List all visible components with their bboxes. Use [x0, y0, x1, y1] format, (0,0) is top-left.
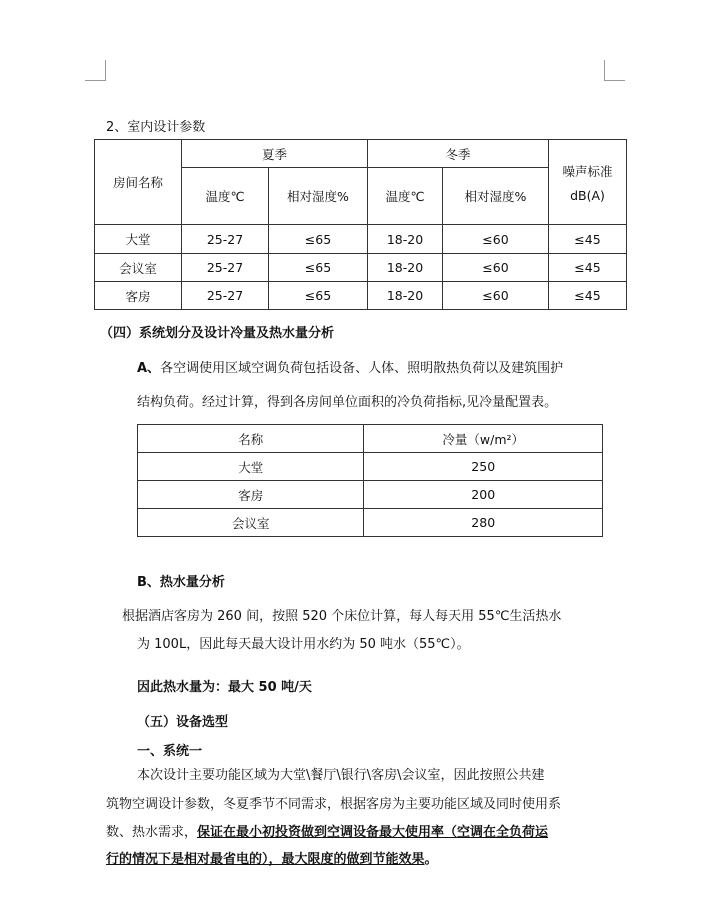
- hot-water-conclusion: 因此热水量为：最大 50 吨/天: [137, 680, 312, 695]
- design-parameters-table: [94, 139, 627, 310]
- system1-line1: 本次设计主要功能区域为大堂\餐厅\银行\客房\会议室，因此按照公共建: [137, 768, 545, 783]
- table-header-row: [95, 140, 627, 168]
- table-row: [95, 254, 627, 282]
- subheader-winter-temp: 温度℃: [368, 168, 443, 225]
- cell-summer-humidity: ≤65: [269, 254, 368, 282]
- header-summer: 夏季: [182, 140, 368, 168]
- partA-line1: [137, 355, 563, 383]
- table-row: [95, 225, 627, 254]
- section5-title: （五）设备选型: [137, 715, 229, 730]
- system1-line4: [106, 846, 438, 874]
- page-corner-mark-right: [604, 60, 625, 81]
- header-cooling-value: 冷量（w/m²）: [364, 425, 603, 453]
- table-row: [95, 282, 627, 310]
- page-corner-mark-left: [85, 60, 106, 81]
- system1-line3-emphasis: 保证在最小初投资做到空调设备最大使用率（空调在全负荷运: [197, 825, 549, 840]
- table-header-row: [138, 425, 603, 453]
- cell-summer-temp: 25-27: [182, 254, 269, 282]
- cooling-load-table: [137, 424, 603, 537]
- header-winter: 冬季: [368, 140, 549, 168]
- partB-line1: 根据酒店客房为 260 间，按照 520 个床位计算，每人每天用 55℃生活热水: [122, 609, 562, 624]
- cell-summer-humidity: ≤65: [269, 225, 368, 254]
- cell-noise: ≤45: [549, 282, 627, 310]
- cell-summer-temp: 25-27: [182, 225, 269, 254]
- cell-name: 大堂: [138, 453, 364, 481]
- system1-line3-plain: 数、热水需求，: [106, 825, 198, 840]
- subheader-summer-temp: 温度℃: [182, 168, 269, 225]
- header-noise: [549, 140, 627, 225]
- section4-title: （四）系统划分及设计冷量及热水量分析: [100, 326, 335, 341]
- cell-value: 200: [364, 481, 603, 509]
- partB-title: B、热水量分析: [137, 575, 225, 590]
- partA-label: A、: [137, 361, 161, 376]
- cell-winter-temp: 18-20: [368, 225, 443, 254]
- cell-summer-temp: 25-27: [182, 282, 269, 310]
- section-title: 2、室内设计参数: [106, 120, 206, 135]
- subheader-winter-humidity: 相对湿度%: [443, 168, 549, 225]
- cell-winter-temp: 18-20: [368, 282, 443, 310]
- cell-value: 250: [364, 453, 603, 481]
- cell-name: 会议室: [138, 509, 364, 537]
- cell-winter-humidity: ≤60: [443, 282, 549, 310]
- header-noise-label: 噪声标准: [562, 163, 613, 179]
- partA-line1-text: 各空调使用区域空调负荷包括设备、人体、照明散热负荷以及建筑围护: [160, 361, 564, 376]
- system1-line4-emphasis: 行的情况下是相对最省电的），最大限度的做到节能效果: [106, 852, 425, 867]
- cell-summer-humidity: ≤65: [269, 282, 368, 310]
- cell-winter-humidity: ≤60: [443, 254, 549, 282]
- partB-line2: 为 100L，因此每天最大设计用水约为 50 吨水（55℃）。: [137, 637, 470, 652]
- table-row: [138, 453, 603, 481]
- cell-room: 大堂: [95, 225, 182, 254]
- system1-line2: 筑物空调设计参数，冬夏季节不同需求，根据客房为主要功能区域及同时使用系: [106, 797, 562, 812]
- system1-line3: [106, 819, 548, 847]
- table-row: [138, 481, 603, 509]
- system1-title: 一、系统一: [137, 744, 203, 759]
- header-noise-unit: dB(A): [570, 187, 605, 203]
- cell-noise: ≤45: [549, 254, 627, 282]
- header-name: 名称: [138, 425, 364, 453]
- header-room: 房间名称: [95, 140, 182, 225]
- cell-name: 客房: [138, 481, 364, 509]
- cell-value: 280: [364, 509, 603, 537]
- cell-noise: ≤45: [549, 225, 627, 254]
- subheader-summer-humidity: 相对湿度%: [269, 168, 368, 225]
- partA-line2: 结构负荷。经过计算，得到各房间单位面积的冷负荷指标,见冷量配置表。: [137, 395, 558, 410]
- cell-room: 客房: [95, 282, 182, 310]
- cell-winter-humidity: ≤60: [443, 225, 549, 254]
- table-row: [138, 509, 603, 537]
- system1-line4-end: 。: [424, 852, 438, 867]
- cell-room: 会议室: [95, 254, 182, 282]
- cell-winter-temp: 18-20: [368, 254, 443, 282]
